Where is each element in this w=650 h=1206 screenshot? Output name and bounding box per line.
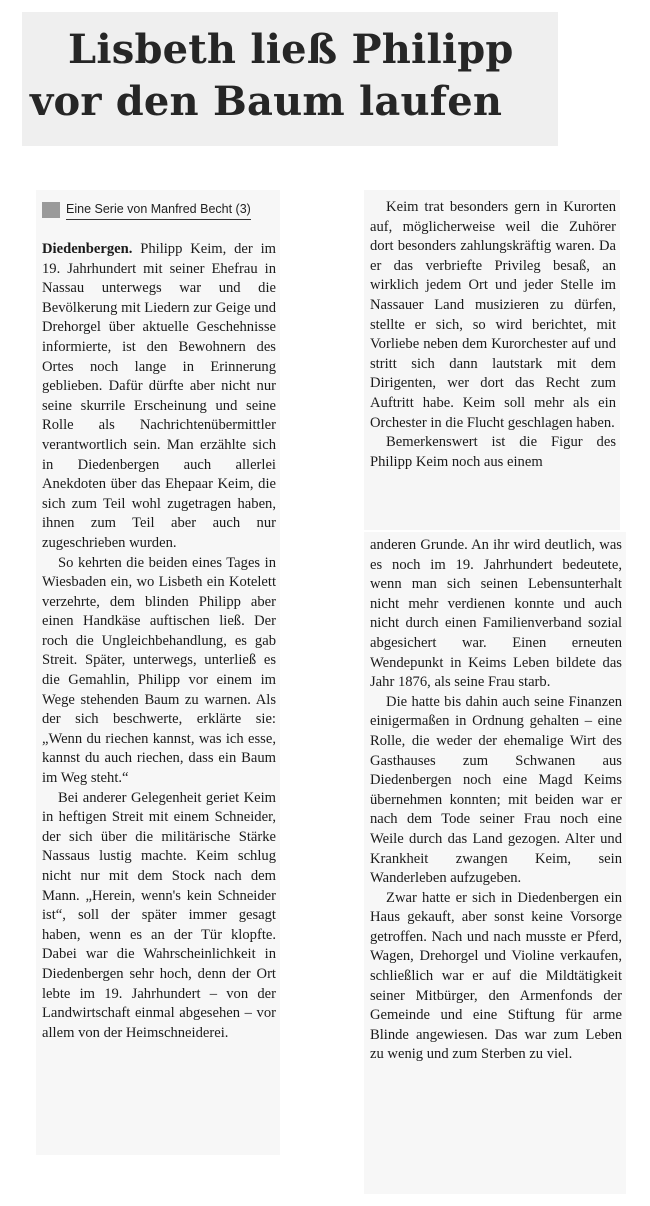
headline-line-1: Lisbeth ließ Philipp <box>68 26 514 73</box>
paragraph-left-1-text: Philipp Keim, der im 19. Jahrhundert mit seiner Ehefrau in Nassau unterwegs war und die Bevölkerung mit Liedern zur Geige und Drehorgel über aktuelle Geschehnisse informierte, ist den Bewohnern des Ortes noch lange in Erinnerung geblieben. Dafür dürfte aber nicht nur seine skurrile Erscheinung und seine Rolle als Nachrichtenübermittler verantwortlich sein. Man erzählte sich in Diedenbergen auch allerlei Anekdoten über das Ehepaar Keim, die sich zum Teil wohl zugetragen haben, ihnen zum Teil aber auch nur zugeschrieben wurden. <box>42 241 276 551</box>
paragraph-left-2: So kehrten die beiden eines Tages in Wiesbaden ein, wo Lisbeth ein Kotelett verzehrte, dem blinden Philipp aber einen Handkäse auftischen ließ. Der roch die Ungleichbehandlung, es gab Streit. Später, unterwegs, unterließ es die Gemahlin, Philipp vor einem im Wege stehenden Baum zu warnen. Als der sich beschwerte, erklärte sie: „Wenn du riechen kannst, was ich esse, kannst du auch riechen, dass ein Baum im Weg steht.“ <box>42 554 276 787</box>
dateline: Diedenbergen. <box>42 241 133 257</box>
article-column-right-bottom <box>364 532 626 1194</box>
paragraph-right-3: anderen Grunde. An ihr wird deutlich, was es noch im 19. Jahrhundert bedeutete, wenn man sich seinen Lebensunterhalt nicht mehr verdienen konnte und auch nicht durch einen Familienverband sozial abgesichert war. Einen erneuten Wendepunkt in Keims Leben bildete das Jahr 1876, als seine Frau starb. <box>370 537 622 691</box>
paragraph-right-4: Die hatte bis dahin auch seine Finanzen einigermaßen in Ordnung gehalten – eine Rolle, die weder der ehemalige Wirt des Gasthauses zum Schwanen aus Diedenbergen noch eine Magd Keims übernehmen konnten; mit beiden war er nach dem Tode seiner Frau noch eine Weile durch das Land gezogen. Alter und Krankheit zwangen Keim, sein Wanderleben aufzugeben. <box>370 693 622 887</box>
article-column-left <box>36 190 280 1155</box>
paragraph-left-1 <box>42 240 276 554</box>
paragraph-right-2: Bemerkenswert ist die Figur des Philipp Keim noch aus einem <box>370 434 616 470</box>
series-square-icon <box>42 202 60 218</box>
paragraph-right-5: Zwar hatte er sich in Diedenbergen ein Haus gekauft, aber sonst keine Vorsorge getroffen. Nach und nach musste er Pferd, Wagen, Drehorgel und Violine verkaufen, schließlich war er auf die Mildtätigkeit seiner Mitbürger, den Armenfonds der Gemeinde und eine Stiftung für arme Blinde angewiesen. Das war zum Leben zu wenig und zum Sterben zu viel. <box>370 889 622 1063</box>
headline <box>30 24 550 128</box>
article-column-right-top <box>364 190 620 530</box>
paragraph-left-3: Bei anderer Gelegenheit geriet Keim in heftigen Streit mit einem Schneider, der sich über die militärische Stärke Nassaus lustig machte. Keim schlug nicht nur mit dem Stock nach dem Mann. „Herein, wenn's kein Schneider ist“, soll der später immer gesagt haben, wenn es an der Tür klopfte. Dabei war die Wahrscheinlichkeit in Diedenbergen sehr hoch, denn der Ort lebte im 19. Jahrhundert – von der Landwirtschaft einmal abgesehen – vor allem von der Heimschneiderei. <box>42 789 276 1041</box>
paragraph-right-1: Keim trat besonders gern in Kurorten auf, möglicherweise weil die Zuhörer dort besonders zahlungskräftig waren. Da er das verbriefte Privileg besaß, an wirklich jedem Ort und jeder Stelle im Nassauer Land musizieren zu dürfen, stellte er sich, so wird berichtet, mit Vorliebe neben dem Kurorchester auf und stritt sich dann lautstark mit dem Dirigenten, wer dort das Recht zum Auftritt habe. Keim soll mehr als ein Orchester in die Flucht geschlagen haben. <box>370 199 616 431</box>
series-tag <box>42 200 276 220</box>
headline-line-2: vor den Baum laufen <box>30 78 503 125</box>
series-label: Eine Serie von Manfred Becht (3) <box>66 200 251 220</box>
